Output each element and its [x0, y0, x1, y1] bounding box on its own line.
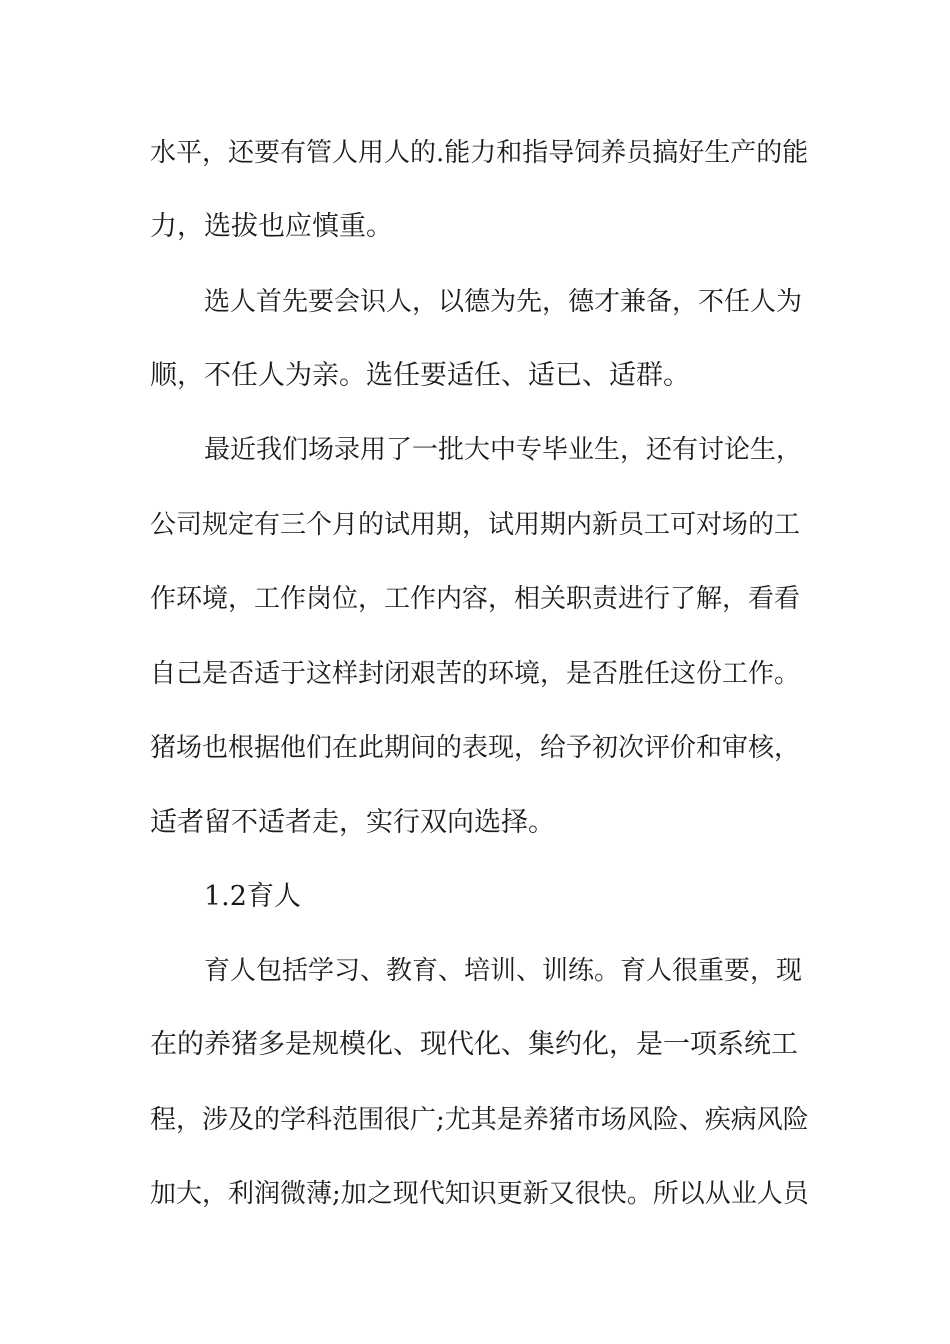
text-line-9: 猪场也根据他们在此期间的表现，给予初次评价和审核，	[150, 733, 801, 763]
text-line-6: 公司规定有三个月的试用期，试用期内新员工可对场的工	[150, 510, 801, 540]
paragraph-start-line-5: 最近我们场录用了一批大中专毕业生，还有讨论生，	[204, 435, 803, 465]
text-line-10: 适者留不适者走，实行双向选择。	[150, 807, 555, 838]
text-line-7: 作环境，工作岗位，工作内容，相关职责进行了解，看看	[150, 584, 801, 614]
section-heading: 1.2育人	[204, 881, 301, 912]
text-line-8: 自己是否适于这样封闭艰苦的环境，是否胜任这份工作。	[150, 659, 801, 689]
paragraph-start-line-3: 选人首先要会识人，以德为先，德才兼备，不任人为	[204, 287, 803, 317]
text-line-2: 力，选拔也应慎重。	[150, 211, 393, 242]
paragraph-start-line-12: 育人包括学习、教育、培训、训练。育人很重要，现	[204, 956, 803, 986]
text-line-14: 程，涉及的学科范围很广;尤其是养猪市场风险、疾病风险	[150, 1105, 809, 1135]
text-line-13: 在的养猪多是规模化、现代化、集约化，是一项系统工	[150, 1029, 798, 1060]
text-line-15: 加大，利润微薄;加之现代知识更新又很快。所以从业人员	[150, 1179, 809, 1209]
text-line-4: 顺，不任人为亲。选任要适任、适已、适群。	[150, 360, 690, 391]
text-line-1: 水平，还要有管人用人的.能力和指导饲养员搞好生产的能	[150, 138, 809, 168]
